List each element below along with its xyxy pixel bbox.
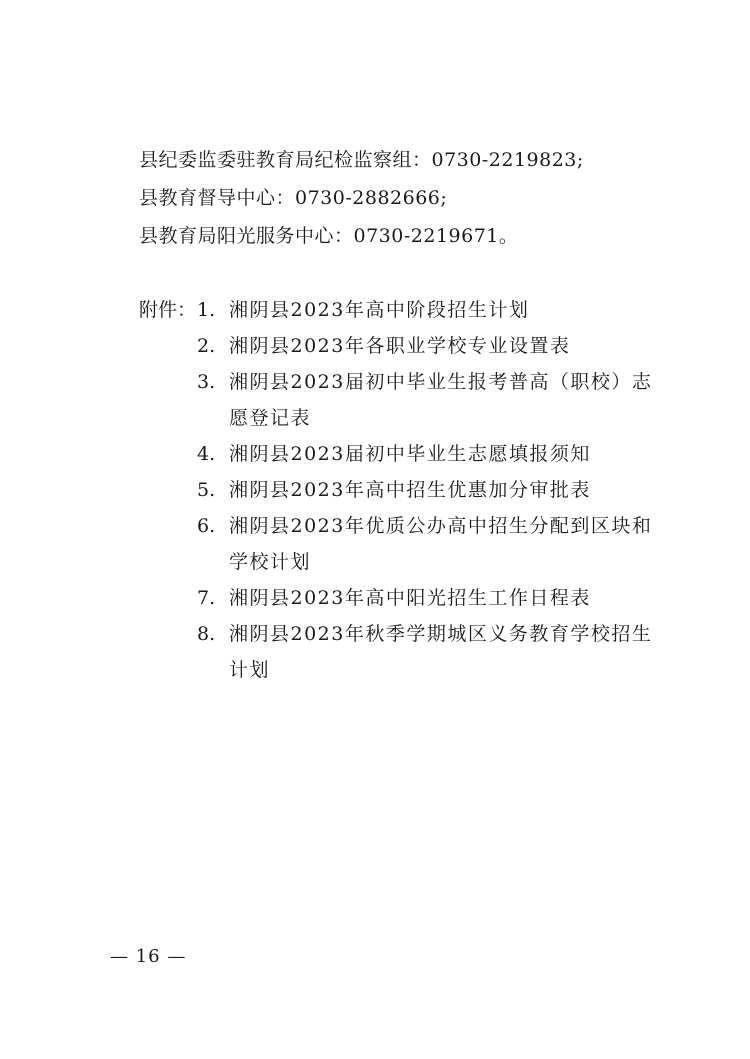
- attachment-number: 5.: [197, 479, 216, 501]
- contact-line-sunshine-service: 县教育局阳光服务中心：0730-2219671。: [139, 225, 519, 247]
- attachment-item: [197, 292, 667, 328]
- attachment-title: 湘阴县2023年优质公办高中招生分配到区块和学校计划: [229, 515, 653, 573]
- attachment-item: [197, 472, 667, 508]
- attachment-title: 湘阴县2023年高中阳光招生工作日程表: [229, 587, 591, 609]
- attachment-item: [197, 580, 667, 616]
- attachments-label: 附件：: [139, 299, 197, 321]
- attachment-item: [197, 364, 667, 436]
- attachment-number: 7.: [197, 587, 216, 609]
- attachment-number: 4.: [197, 443, 216, 465]
- attachment-title: 湘阴县2023年高中阶段招生计划: [229, 299, 530, 321]
- contact-list: [139, 141, 699, 255]
- attachment-item: [197, 436, 667, 472]
- attachment-title: 湘阴县2023年各职业学校专业设置表: [229, 335, 571, 357]
- attachment-title: 湘阴县2023年高中招生优惠加分审批表: [229, 479, 591, 501]
- attachment-number: 3.: [197, 371, 216, 393]
- attachment-item: [197, 508, 667, 580]
- page-number: — 16 —: [110, 946, 187, 967]
- attachments-list: [197, 292, 667, 688]
- attachment-number: 8.: [197, 623, 216, 645]
- attachment-number: 1.: [197, 299, 216, 321]
- attachment-title: 湘阴县2023届初中毕业生志愿填报须知: [229, 443, 591, 465]
- attachment-number: 2.: [197, 335, 216, 357]
- contact-line-education-supervision: 县教育督导中心：0730-2882666;: [139, 187, 448, 209]
- attachment-number: 6.: [197, 515, 216, 537]
- contact-line-discipline-inspection: 县纪委监委驻教育局纪检监察组：0730-2219823;: [139, 149, 584, 171]
- attachment-title: 湘阴县2023年秋季学期城区义务教育学校招生计划: [229, 623, 653, 681]
- attachment-item: [197, 616, 667, 688]
- attachment-title: 湘阴县2023届初中毕业生报考普高（职校）志愿登记表: [229, 371, 653, 429]
- attachment-item: [197, 328, 667, 364]
